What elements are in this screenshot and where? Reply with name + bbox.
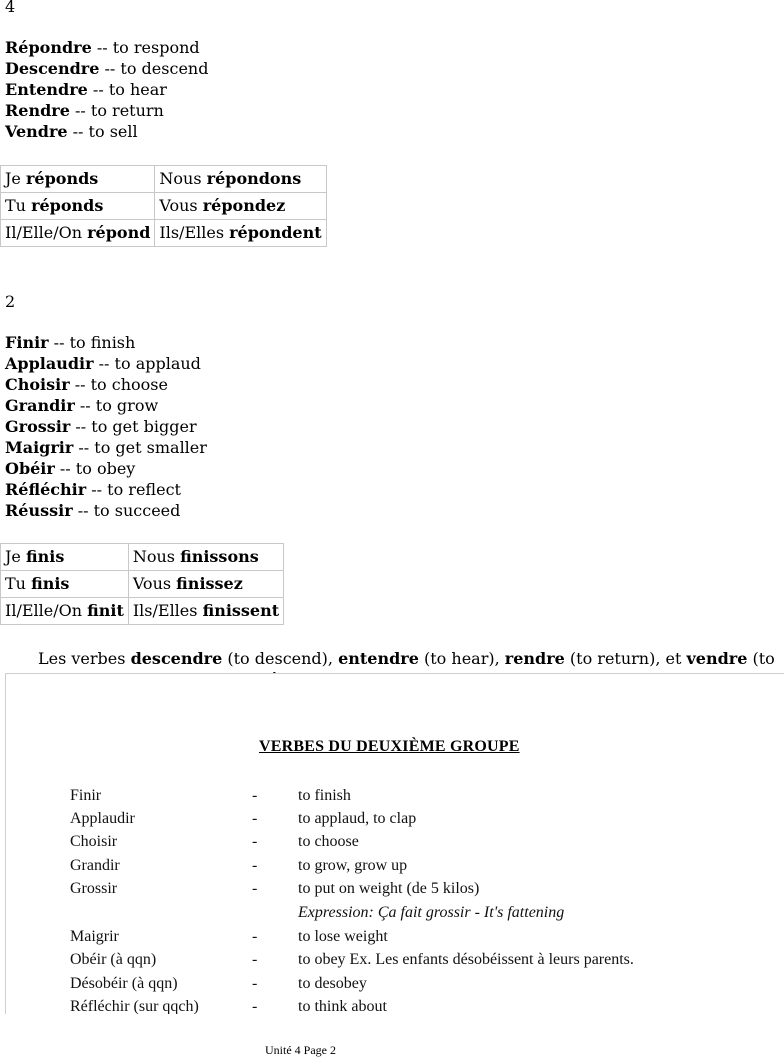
table-cell: Il/Elle/On finit xyxy=(1,598,129,625)
conjugation-table-finir xyxy=(0,543,284,625)
section-number: 4 xyxy=(5,0,16,16)
worksheet-row: Finir - to finish xyxy=(70,787,351,804)
table-cell: Vous finissez xyxy=(128,571,283,598)
worksheet-row: Applaudir - to applaud, to clap xyxy=(70,810,417,827)
verb-entry: Grossir -- to get bigger xyxy=(5,417,197,436)
worksheet-row: Grossir - to put on weight (de 5 kilos) xyxy=(70,880,480,897)
verb-entry: Finir -- to finish xyxy=(5,333,136,352)
verb-entry: Grandir -- to grow xyxy=(5,396,159,415)
verb-entry: Vendre -- to sell xyxy=(5,122,138,141)
table-cell: Ils/Elles finissent xyxy=(128,598,283,625)
table-row xyxy=(1,544,284,571)
conjugation-table-repondre xyxy=(0,165,327,247)
worksheet-row: Désobéir (à qqn) - to desobey xyxy=(70,975,367,992)
table-row xyxy=(1,571,284,598)
table-row xyxy=(1,193,327,220)
worksheet-title: VERBES DU DEUXIÈME GROUPE xyxy=(259,738,520,755)
table-cell: Nous finissons xyxy=(128,544,283,571)
verb-entry: Applaudir -- to applaud xyxy=(5,354,201,373)
worksheet-row: Réfléchir (sur qqch) - to think about xyxy=(70,998,387,1014)
verb-entry: Descendre -- to descend xyxy=(5,59,209,78)
verb-entry: Entendre -- to hear xyxy=(5,80,167,99)
worksheet-row: Maigrir - to lose weight xyxy=(70,928,388,945)
table-cell: Tu réponds xyxy=(1,193,155,220)
table-cell: Je réponds xyxy=(1,166,155,193)
verb-entry: Maigrir -- to get smaller xyxy=(5,438,207,457)
table-cell: Il/Elle/On répond xyxy=(1,220,155,247)
verb-entry: Réussir -- to succeed xyxy=(5,501,181,520)
page-footer: Unité 4 Page 2 xyxy=(265,1043,336,1057)
table-row xyxy=(1,166,327,193)
table-cell: Ils/Elles répondent xyxy=(155,220,326,247)
table-cell: Vous répondez xyxy=(155,193,326,220)
worksheet-expression-row: Expression: Ça fait grossir - It's fattening xyxy=(298,904,565,921)
verb-entry: Choisir -- to choose xyxy=(5,375,168,394)
verb-entry: Obéir -- to obey xyxy=(5,459,136,478)
table-row xyxy=(1,598,284,625)
worksheet-row: Obéir (à qqn) - to obey Ex. Les enfants désobéissent à leurs parents. xyxy=(70,951,634,968)
table-cell: Tu finis xyxy=(1,571,129,598)
table-cell: Je finis xyxy=(1,544,129,571)
verb-entry: Répondre -- to respond xyxy=(5,38,200,57)
section-number: 2 xyxy=(5,292,16,311)
scanned-worksheet xyxy=(5,673,784,1014)
worksheet-row: Grandir - to grow, grow up xyxy=(70,857,408,874)
verb-entry: Rendre -- to return xyxy=(5,101,164,120)
verb-entry: Réfléchir -- to reflect xyxy=(5,480,181,499)
table-row xyxy=(1,220,327,247)
conjugation-note: Les verbes descendre (to descend), entendre (to hear), rendre (to return), et vendre (to xyxy=(38,649,775,668)
worksheet-row: Choisir - to choose xyxy=(70,833,359,850)
table-cell: Nous répondons xyxy=(155,166,326,193)
